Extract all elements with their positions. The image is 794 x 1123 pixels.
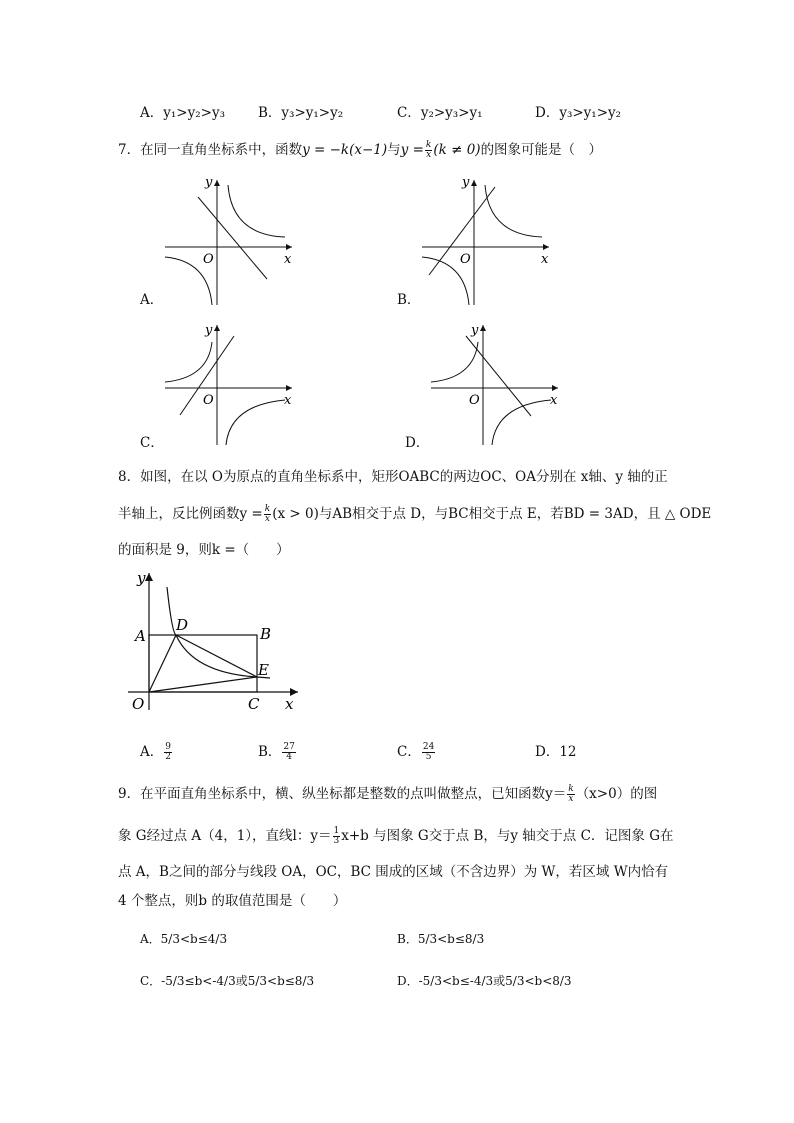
q6-option-b: B．y₃>y₁>y₂ bbox=[258, 105, 344, 121]
segment-oe bbox=[149, 677, 257, 692]
axis-x-label: x bbox=[284, 252, 292, 267]
q8-line-2-post: (x > 0)与AB相交于点 D，与BC相交于点 E，若BD = 3AD，且 △ ODE bbox=[272, 506, 712, 522]
q8-frac-den: x bbox=[264, 514, 270, 524]
q9-option-b: B．5/3<b≤8/3 bbox=[397, 932, 485, 946]
segment-de bbox=[176, 635, 257, 677]
hyperbola-branch-1 bbox=[485, 185, 542, 237]
q8-option-a bbox=[140, 742, 173, 762]
axis-y-label: y bbox=[205, 175, 213, 190]
axis-x-label: x bbox=[550, 393, 558, 408]
axis-x-label: x bbox=[541, 252, 549, 267]
option-den: 2 bbox=[165, 752, 171, 762]
y-axis-arrow-icon bbox=[214, 180, 220, 186]
q7-stem-prefix: 7．在同一直角坐标系中，函数 bbox=[118, 142, 303, 158]
label-d: D bbox=[176, 616, 189, 634]
q7-func1: y = −k(x−1) bbox=[302, 142, 388, 158]
option-fraction bbox=[164, 743, 172, 762]
x-axis-arrow-icon bbox=[543, 244, 549, 250]
label-c: C bbox=[248, 695, 260, 713]
option-den: 4 bbox=[286, 752, 293, 762]
q9-line-2-pre: 象 G经过点 A（4，1），直线l：y＝ bbox=[118, 828, 332, 844]
q9-frac2-num: 1 bbox=[333, 826, 340, 836]
q8-fraction bbox=[264, 505, 271, 524]
q9-line-1 bbox=[118, 784, 657, 804]
q7-stem-suffix: 的图象可能是（ ） bbox=[480, 142, 603, 158]
q8-line-2 bbox=[118, 504, 711, 524]
q7-func2-num: k bbox=[425, 140, 432, 150]
q9-frac2-den: 3 bbox=[333, 836, 340, 846]
axis-y-label: y bbox=[205, 323, 213, 338]
label-e: E bbox=[258, 661, 269, 679]
q7-graph-a bbox=[160, 175, 300, 310]
option-den: 5 bbox=[425, 752, 432, 762]
option-fraction bbox=[422, 743, 435, 762]
q9-fraction-1 bbox=[567, 785, 574, 804]
q7-func2-cond: (k ≠ 0) bbox=[433, 142, 481, 158]
option-label: C． bbox=[397, 744, 421, 760]
option-num: 9 bbox=[165, 742, 171, 752]
q7-func2-lhs: y = bbox=[400, 142, 424, 158]
axis-y-label: y bbox=[471, 323, 479, 338]
q9-option-d: D．-5/3<b≤-4/3或5/3<b<8/3 bbox=[397, 974, 572, 988]
origin-label: O bbox=[203, 252, 214, 267]
q9-frac1-den: x bbox=[568, 794, 574, 804]
q8-line-2-pre: 半轴上，反比例函数y = bbox=[118, 506, 263, 522]
axis-y-label: y bbox=[462, 175, 470, 190]
q9-line-2 bbox=[118, 826, 674, 846]
q6-option-c: C．y₂>y₃>y₁ bbox=[397, 105, 483, 121]
q9-line-4: 4 个整点，则b 的取值范围是（ ） bbox=[118, 893, 347, 909]
q9-line-1-pre: 9．在平面直角坐标系中，横、纵坐标都是整数的点叫做整点，已知函数y＝ bbox=[118, 786, 567, 802]
label-b: B bbox=[260, 625, 272, 643]
q7-graph-d bbox=[426, 320, 566, 450]
q8-option-b bbox=[258, 742, 297, 762]
hyperbola-branch-1 bbox=[431, 342, 478, 382]
q7-label-b: B． bbox=[397, 292, 421, 308]
q8-option-c bbox=[397, 742, 436, 762]
y-axis-arrow-icon bbox=[471, 180, 477, 186]
q9-fraction-2 bbox=[333, 827, 341, 846]
q8-frac-num: k bbox=[264, 504, 271, 514]
q9-line-2-post: x+b 与图象 G交于点 B，与y 轴交于点 C．记图象 G在 bbox=[341, 828, 674, 844]
q7-func2-fraction bbox=[425, 141, 432, 160]
q8-line-1: 8．如图，在以 O为原点的直角坐标系中，矩形OABC的两边OC、OA分别在 x轴、y 轴的正 bbox=[118, 469, 668, 485]
hyperbola-branch-1 bbox=[228, 185, 285, 237]
x-axis-arrow-icon bbox=[286, 244, 292, 250]
axis-x-label: x bbox=[284, 393, 292, 408]
q7-func2-den: x bbox=[426, 150, 432, 160]
q9-line-1-post: （x>0）的图 bbox=[575, 786, 658, 802]
q8-line-3: 的面积是 9，则k =（ ） bbox=[118, 542, 290, 558]
q7-stem bbox=[118, 140, 602, 160]
q7-label-c: C． bbox=[140, 435, 164, 451]
label-a: A bbox=[135, 627, 146, 645]
hyperbola-branch-2 bbox=[492, 400, 551, 445]
x-axis-arrow-icon bbox=[552, 385, 558, 391]
q7-label-d: D． bbox=[405, 435, 430, 451]
option-label: A． bbox=[140, 744, 164, 760]
q7-graph-c bbox=[160, 320, 300, 450]
option-label: B． bbox=[258, 744, 282, 760]
segment-od bbox=[149, 635, 176, 692]
label-y: y bbox=[137, 569, 146, 587]
q7-graph-b bbox=[417, 175, 557, 310]
y-axis-arrow-icon bbox=[214, 325, 220, 331]
hyperbola-branch-2 bbox=[226, 400, 285, 445]
origin-label: O bbox=[460, 252, 471, 267]
hyperbola-branch-1 bbox=[165, 342, 212, 382]
y-axis-arrow-icon bbox=[480, 325, 486, 331]
q9-option-a: A．5/3<b≤4/3 bbox=[140, 932, 228, 946]
q8-option-d: D．12 bbox=[535, 744, 577, 760]
q6-option-d: D．y₃>y₁>y₂ bbox=[535, 105, 622, 121]
origin-label: O bbox=[469, 393, 480, 408]
origin-label: O bbox=[203, 393, 214, 408]
label-o: O bbox=[132, 695, 145, 713]
q6-option-a: A．y₁>y₂>y₃ bbox=[140, 105, 225, 121]
option-num: 24 bbox=[422, 742, 435, 752]
q9-line-3: 点 A，B之间的部分与线段 OA，OC，BC 围成的区域（不含边界）为 W，若区域 W内恰有 bbox=[118, 864, 669, 880]
x-axis-arrow-icon bbox=[286, 385, 292, 391]
label-x: x bbox=[285, 695, 294, 713]
q7-connector: 与 bbox=[387, 142, 401, 158]
q7-label-a: A． bbox=[140, 292, 164, 308]
y-axis-arrow-icon bbox=[145, 573, 153, 581]
q9-frac1-num: k bbox=[568, 784, 574, 794]
option-fraction bbox=[282, 743, 295, 762]
q8-figure bbox=[118, 565, 308, 715]
q9-option-c: C．-5/3≤b<-4/3或5/3<b≤8/3 bbox=[140, 974, 315, 988]
option-num: 27 bbox=[283, 742, 295, 752]
